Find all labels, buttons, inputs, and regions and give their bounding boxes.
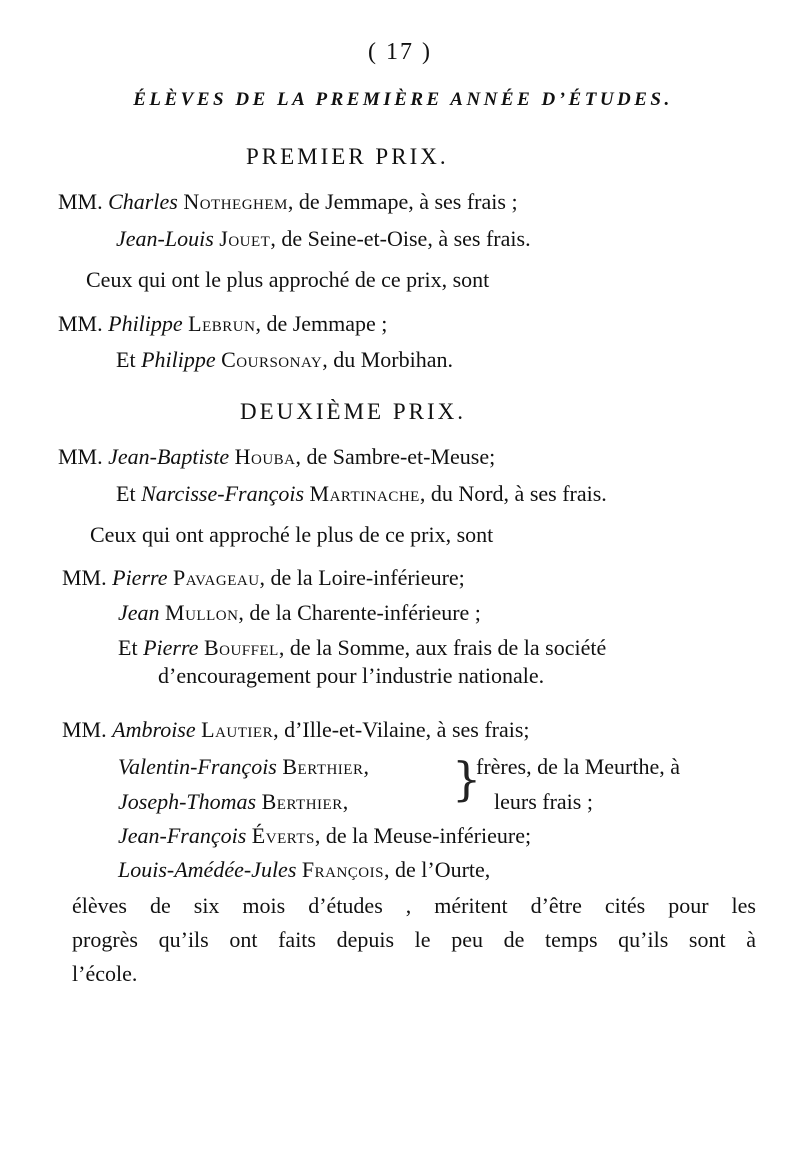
conclusion-line-1: élèves de six mois d’études , méritent d’être cités pour les [72, 893, 756, 918]
conclusion-line-3: l’école. [72, 961, 138, 986]
section-heading: ÉLÈVES DE LA PREMIÈRE ANNÉE D’ÉTUDES. [133, 89, 673, 110]
conclusion-line-2: progrès qu’ils ont faits depuis le peu de temps qu’ils sont à [72, 927, 756, 952]
deuxieme-approach-continuation: d’encouragement pour l’industrie nationale. [158, 663, 545, 688]
deuxieme-winner-1: MM. Jean-Baptiste Houba, de Sambre-et-Meuse; [58, 444, 496, 469]
premier-winner-1: MM. Charles Notheghem, de Jemmape, à ses frais ; [58, 189, 518, 214]
curly-brace-icon: } [452, 752, 482, 806]
page-number: ( 17 ) [368, 39, 432, 65]
cite-line-2: Valentin-François Berthier, [118, 754, 369, 779]
cite-line-4: Jean-François Éverts, de la Meuse-inférieure; [118, 823, 532, 848]
deuxieme-approach-2: Jean Mullon, de la Charente-inférieure ; [118, 600, 481, 625]
deuxieme-prix-title: DEUXIÈME PRIX. [240, 399, 466, 424]
premier-prix-title: PREMIER PRIX. [246, 144, 449, 169]
deuxieme-winner-2: Et Narcisse-François Martinache, du Nord, à ses frais. [116, 481, 607, 506]
cite-line-3: Joseph-Thomas Berthier, [118, 789, 349, 814]
brace-text-2: leurs frais ; [494, 789, 593, 814]
cite-line-5: Louis-Amédée-Jules François, de l’Ourte, [118, 857, 491, 882]
cite-line-1: MM. Ambroise Lautier, d’Ille-et-Vilaine, à ses frais; [62, 717, 530, 742]
premier-approach-text: Ceux qui ont le plus approché de ce prix, sont [86, 267, 490, 292]
premier-winner-2: Jean-Louis Jouet, de Seine-et-Oise, à ses frais. [116, 226, 531, 251]
deuxieme-approach-1: MM. Pierre Pavageau, de la Loire-inférieure; [62, 565, 465, 590]
deuxieme-approach-3: Et Pierre Bouffel, de la Somme, aux frais de la société [118, 635, 607, 660]
deuxieme-approach-text: Ceux qui ont approché le plus de ce prix, sont [90, 522, 494, 547]
premier-approach-1: MM. Philippe Lebrun, de Jemmape ; [58, 311, 388, 336]
premier-approach-2: Et Philippe Coursonay, du Morbihan. [116, 347, 454, 372]
brace-text-1: frères, de la Meurthe, à [476, 754, 681, 779]
